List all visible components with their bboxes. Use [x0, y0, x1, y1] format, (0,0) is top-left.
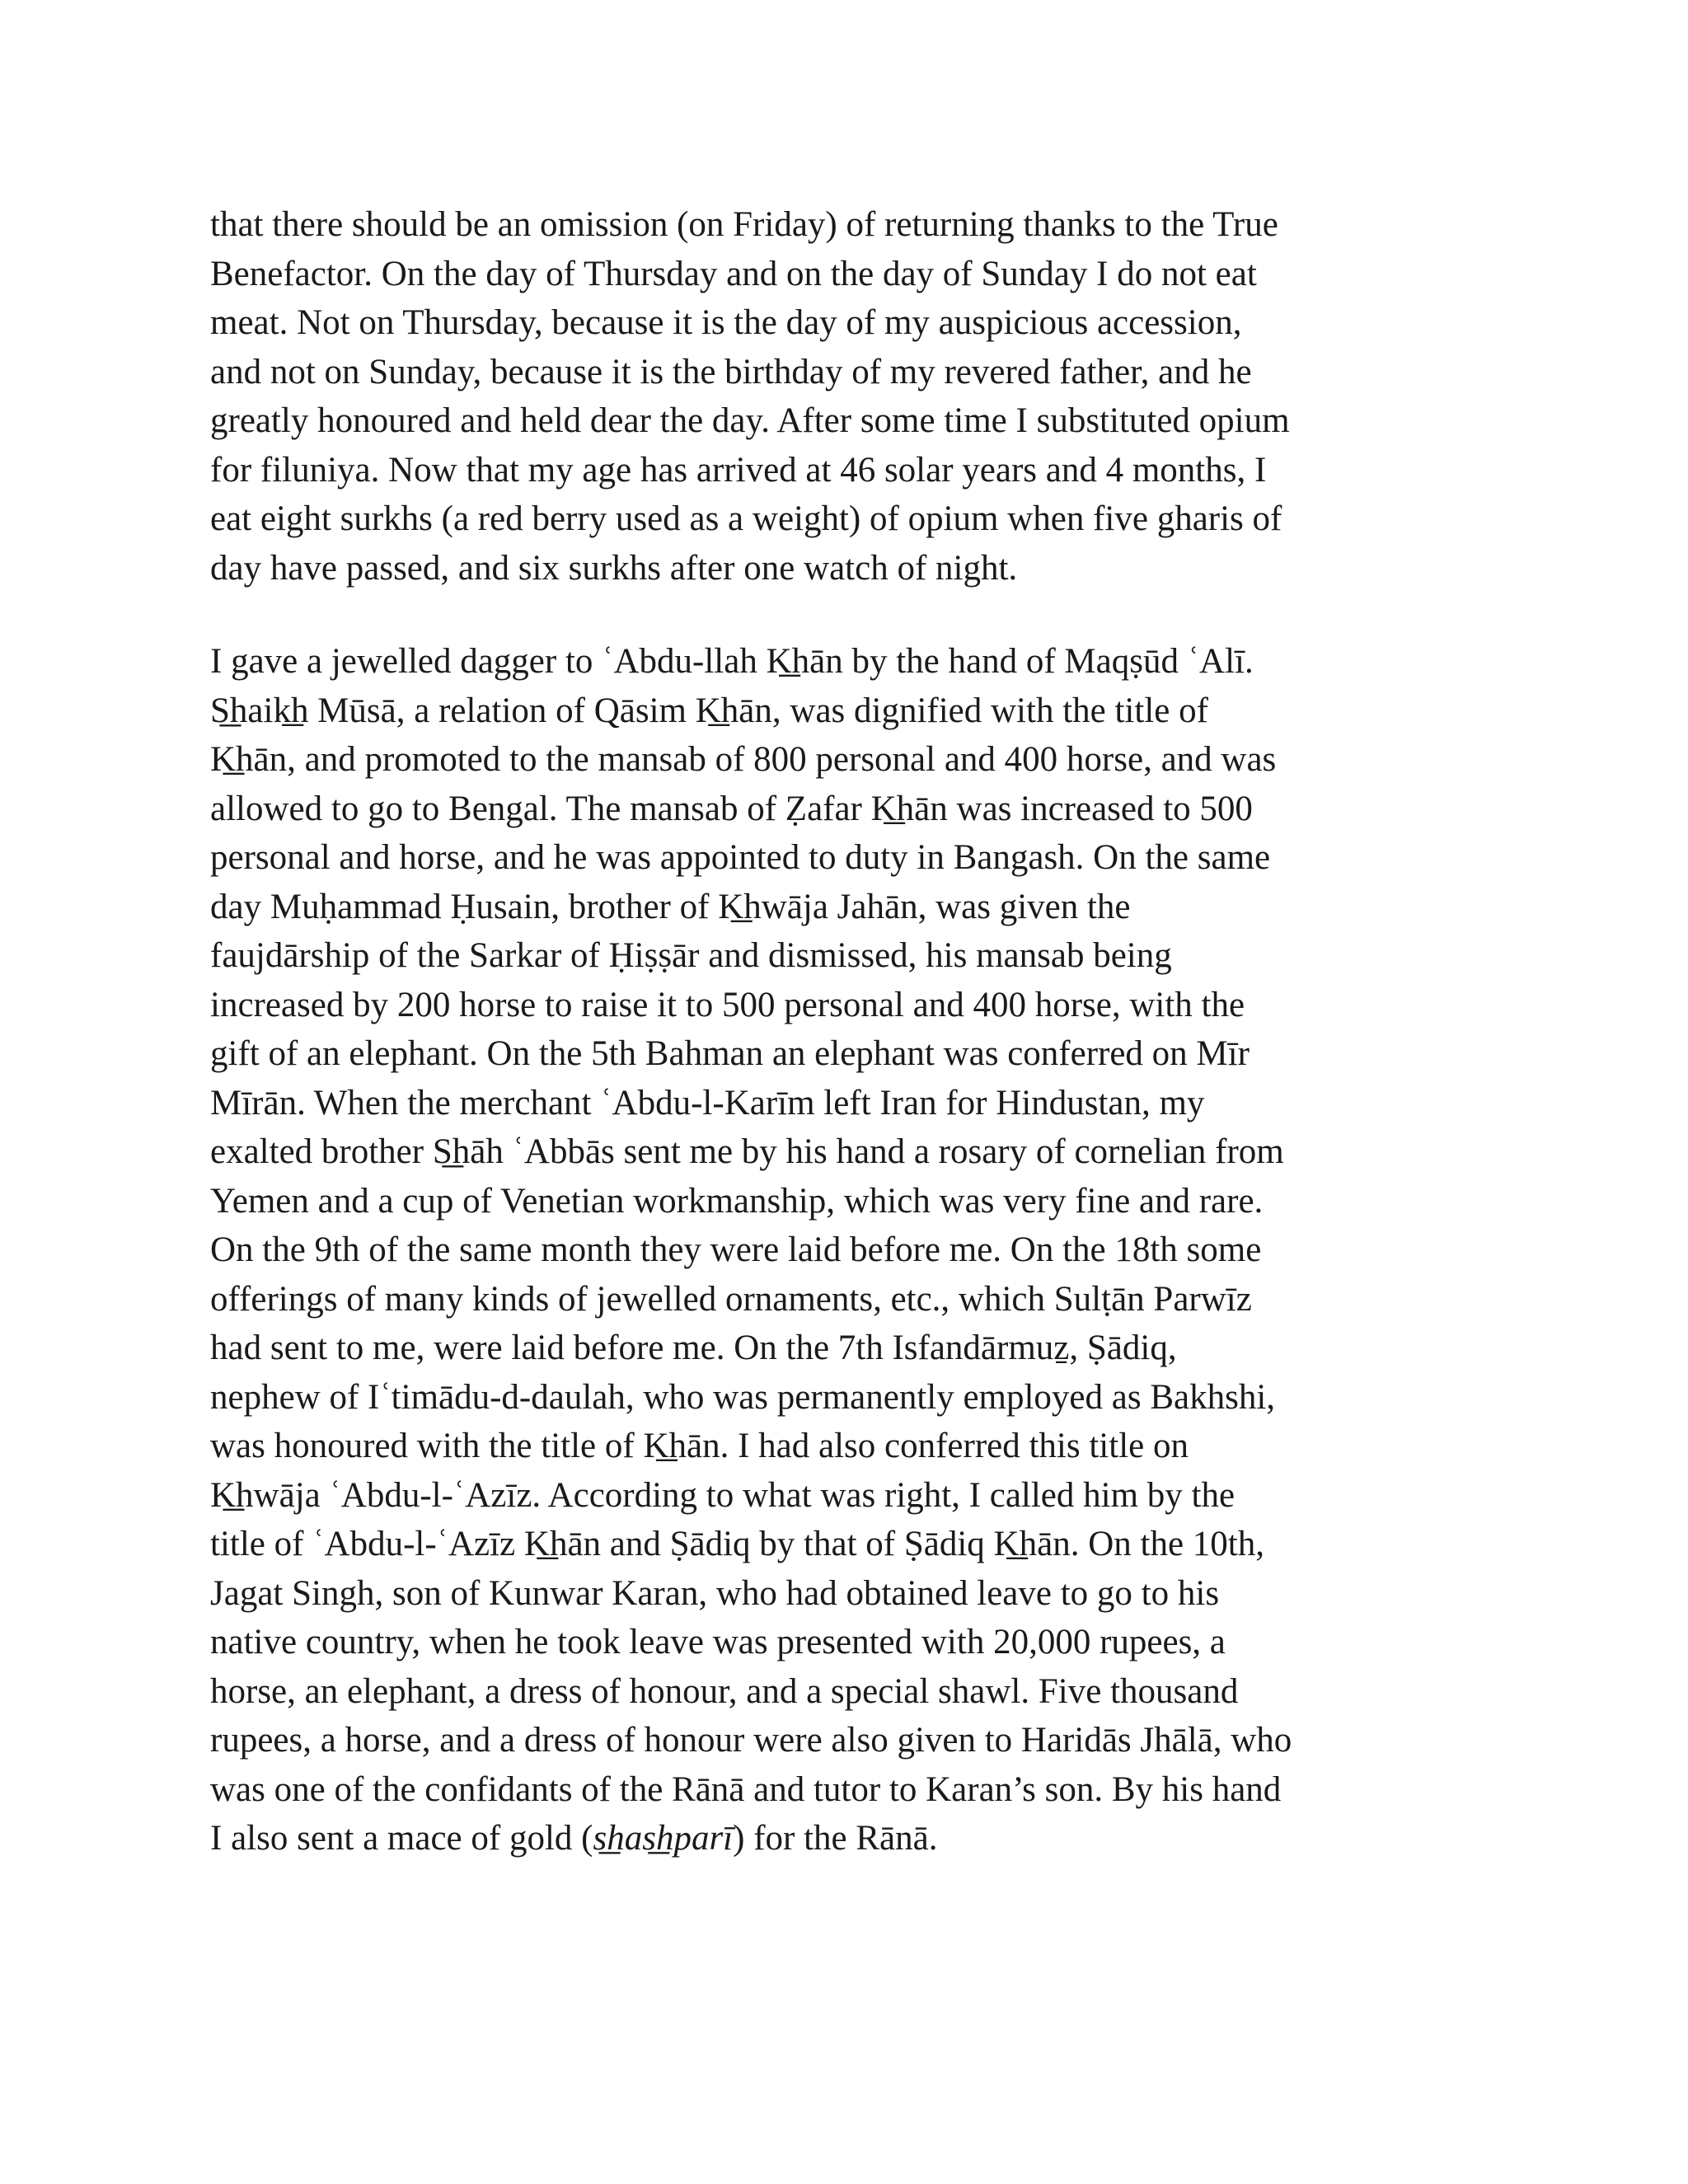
paragraph-1 [210, 200, 1496, 593]
text-line: rupees, a horse, and a dress of honour were also given to Haridās Jhālā, who [210, 1721, 1292, 1760]
text-line: greatly honoured and held dear the day. After some time I substituted opium [210, 401, 1290, 440]
text-line: eat eight surkhs (a red berry used as a weight) of opium when five gharis of [210, 499, 1282, 538]
text-line: On the 9th of the same month they were laid before me. On the 18th some [210, 1230, 1262, 1269]
text-line: increased by 200 horse to raise it to 500 personal and 400 horse, with the [210, 985, 1245, 1024]
text-line: horse, an elephant, a dress of honour, and a special shawl. Five thousand [210, 1671, 1239, 1711]
text-line: was honoured with the title of K͟hān. I had also conferred this title on [210, 1427, 1189, 1465]
text-line: personal and horse, and he was appointed to duty in Bangash. On the same [210, 838, 1271, 877]
text-line: had sent to me, were laid before me. On the 7th Isfandārmuẕ, Ṣādiq, [210, 1329, 1177, 1367]
text-line: and not on Sunday, because it is the birthday of my revered father, and he [210, 352, 1252, 391]
text-line: I gave a jewelled dagger to ʿAbdu-llah K͟hān by the hand of Maqṣūd ʿAlī. [210, 642, 1254, 681]
text-segment: I also sent a mace of gold ( [210, 1819, 593, 1858]
text-line: Mīrān. When the merchant ʿAbdu-l-Karīm left Iran for Hindustan, my [210, 1083, 1205, 1122]
text-line: allowed to go to Bengal. The mansab of Ẓafar K͟hān was increased to 500 [210, 789, 1253, 828]
text-segment: ) for the Rānā. [733, 1819, 938, 1858]
text-line: K͟hwāja ʿAbdu-l-ʿAzīz. According to what was right, I called him by the [210, 1475, 1236, 1515]
text-line: offerings of many kinds of jewelled ornaments, etc., which Sulṭān Parwīz [210, 1279, 1252, 1319]
text-line: meat. Not on Thursday, because it is the day of my auspicious accession, [210, 303, 1242, 342]
text-line: native country, when he took leave was presented with 20,000 rupees, a [210, 1623, 1226, 1661]
text-line: faujdārship of the Sarkar of Ḥiṣṣār and dismissed, his mansab being [210, 936, 1172, 975]
text-line: for filuniya. Now that my age has arrived at 46 solar years and 4 months, I [210, 450, 1267, 490]
text-line: nephew of Iʿtimādu-d-daulah, who was permanently employed as Bakhshi, [210, 1377, 1276, 1417]
paragraph-2 [210, 637, 1496, 1863]
text-line: Jagat Singh, son of Kunwar Karan, who had obtained leave to go to his [210, 1573, 1220, 1613]
text-line: day have passed, and six surkhs after one watch of night. [210, 548, 1018, 588]
text-line: S͟haik͟h Mūsā, a relation of Qāsim K͟hān, was dignified with the title of [210, 691, 1208, 730]
text-line: Benefactor. On the day of Thursday and on the day of Sunday I do not eat [210, 254, 1257, 293]
text-line: day Muḥammad Ḥusain, brother of K͟hwāja Jahān, was given the [210, 887, 1131, 926]
italic-term: s͟has͟hparī [593, 1819, 734, 1858]
text-line: was one of the confidants of the Rānā and tutor to Karan’s son. By his hand [210, 1769, 1282, 1809]
text-line: that there should be an omission (on Friday) of returning thanks to the True [210, 205, 1278, 244]
text-line-last [210, 1814, 1496, 1863]
text-line: gift of an elephant. On the 5th Bahman an elephant was conferred on Mīr [210, 1034, 1250, 1073]
text-line: exalted brother S͟hāh ʿAbbās sent me by his hand a rosary of cornelian from [210, 1132, 1284, 1171]
text-line: title of ʿAbdu-l-ʿAzīz K͟hān and Ṣādiq by that of Ṣādiq K͟hān. On the 10th, [210, 1525, 1264, 1563]
text-line: K͟hān, and promoted to the mansab of 800 personal and 400 horse, and was [210, 740, 1277, 779]
text-line: Yemen and a cup of Venetian workmanship, which was very fine and rare. [210, 1181, 1264, 1221]
